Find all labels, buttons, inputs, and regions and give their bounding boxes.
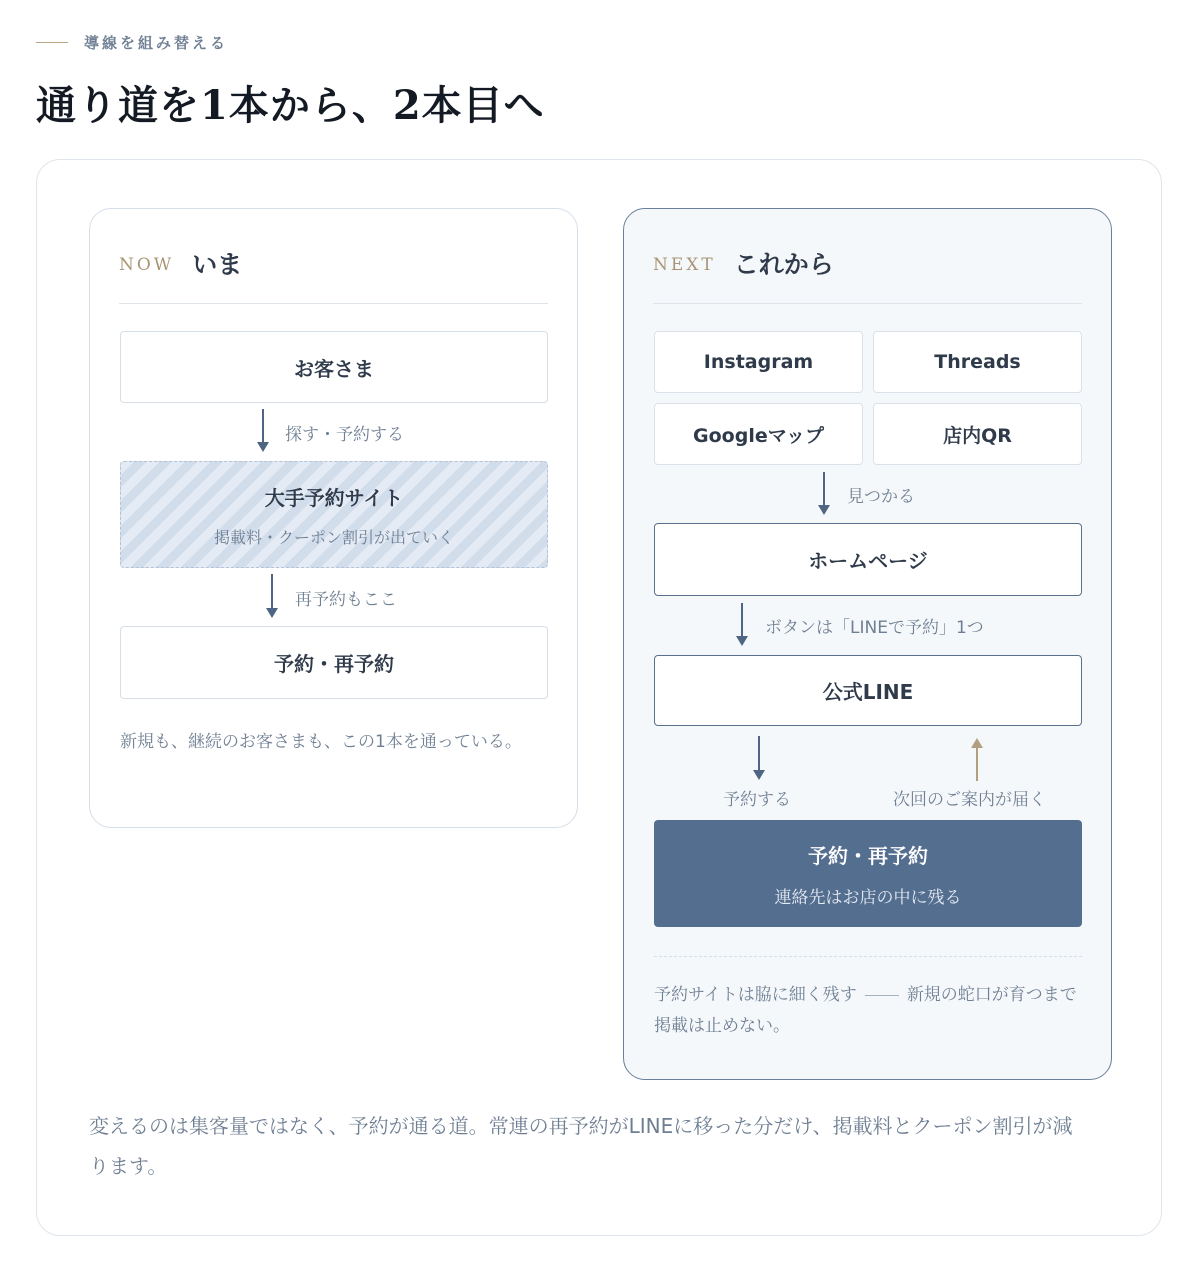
next-label-en: NEXT (653, 255, 716, 275)
next-booking-title: 予約・再予約 (808, 843, 928, 868)
next-homepage-label: ホームページ (808, 549, 928, 573)
next-note (654, 980, 1082, 1042)
now-booking-site-box (120, 461, 548, 568)
next-homepage-box (654, 523, 1082, 596)
next-arrow-up (971, 738, 983, 781)
now-arrow-1 (257, 409, 269, 452)
next-arrow-down (753, 736, 765, 780)
now-arrow-2 (266, 574, 278, 618)
now-booking-box (120, 626, 548, 699)
section-eyebrow (36, 32, 228, 53)
footer-note: 変えるのは集客量ではなく、予約が通る道。常連の再予約がLINEに移った分だけ、掲載料とクーポン割引が減ります。 (89, 1114, 1073, 1178)
channel-store-qr: 店内QR (873, 403, 1082, 465)
next-note-part2: 新規の蛇口が育つまで掲載は止めない。 (654, 985, 1077, 1036)
eyebrow-line (36, 42, 68, 43)
next-divider (654, 956, 1082, 957)
channel-threads: Threads (873, 331, 1082, 393)
next-line-label: 公式LINE (822, 680, 914, 704)
now-label-jp: いま (192, 250, 243, 279)
now-note: 新規も、継続のお客さまも、この1本を通っている。 (120, 732, 522, 752)
next-line-box (654, 655, 1082, 726)
eyebrow-text: 導線を組み替える (84, 34, 229, 52)
next-arrow-down-label: 予約する (723, 790, 791, 810)
next-arrow-2-label: ボタンは「LINEで予約」1つ (765, 618, 984, 638)
note-dash (865, 995, 899, 996)
now-customer-box (120, 331, 548, 403)
now-arrow-2-label: 再予約もここ (295, 590, 397, 610)
next-arrow-up-label: 次回のご案内が届く (893, 790, 1046, 810)
now-customer-label: お客さま (294, 356, 374, 381)
channel-instagram: Instagram (654, 331, 863, 393)
next-card-header (653, 243, 1082, 304)
next-booking-box (654, 820, 1082, 927)
now-arrow-1-label: 探す・予約する (285, 425, 404, 445)
channel-google-maps: Googleマップ (654, 403, 863, 465)
page-title: 通り道を1本から、2本目へ (36, 82, 545, 129)
now-label-en: NOW (119, 255, 175, 275)
next-arrow-2 (736, 603, 748, 646)
next-label-jp: これから (733, 250, 834, 279)
now-booking-site-sub: 掲載料・クーポン割引が出ていく (213, 527, 454, 547)
next-arrow-1 (818, 472, 830, 515)
next-booking-sub: 連絡先はお店の中に残る (774, 887, 962, 908)
now-card-header (119, 243, 548, 304)
now-booking-label: 予約・再予約 (274, 652, 394, 676)
next-arrow-1-label: 見つかる (847, 487, 915, 507)
next-note-part1: 予約サイトは脇に細く残す (654, 985, 857, 1005)
now-booking-site-title: 大手予約サイト (264, 485, 404, 510)
